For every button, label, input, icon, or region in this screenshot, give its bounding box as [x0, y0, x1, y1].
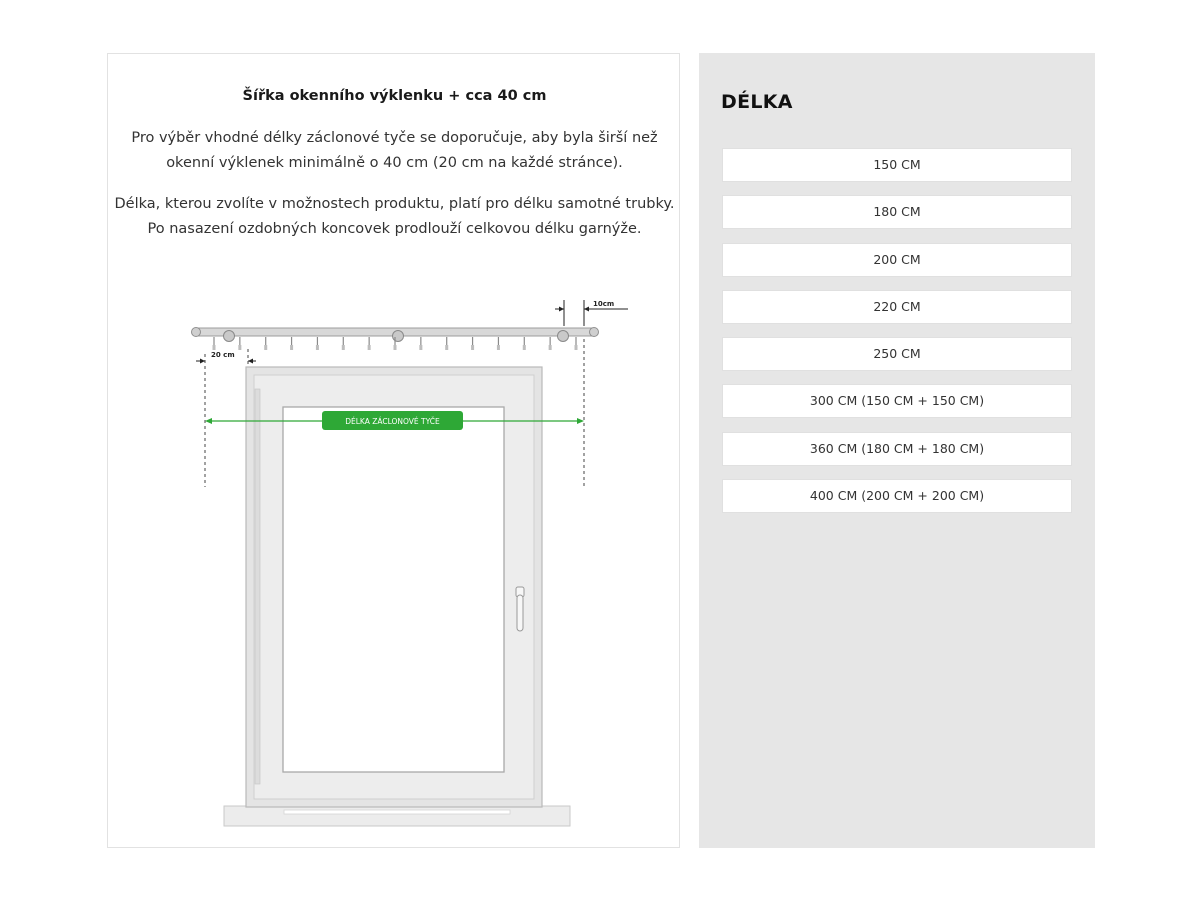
- length-option-400[interactable]: 400 CM (200 CM + 200 CM): [722, 479, 1072, 513]
- length-selector-panel: [699, 53, 1095, 848]
- curtain-hook: [575, 345, 578, 350]
- curtain-hook: [264, 345, 267, 350]
- length-options-list: [722, 148, 1072, 526]
- window-sill: [224, 806, 570, 826]
- length-option-180[interactable]: 180 CM: [722, 195, 1072, 229]
- curtain-hook: [419, 345, 422, 350]
- side-offset-label: 20 cm: [211, 351, 235, 359]
- hinge-strip: [255, 389, 260, 784]
- curtain-hook: [238, 345, 241, 350]
- curtain-hook: [394, 345, 397, 350]
- curtain-hook: [316, 345, 319, 350]
- rod-length-arrowhead-left: [205, 418, 212, 424]
- length-option-300[interactable]: 300 CM (150 CM + 150 CM): [722, 384, 1072, 418]
- end-offset-label: 10cm: [593, 300, 615, 308]
- curtain-rod-diagram: [108, 54, 681, 849]
- end-offset-arrowhead-right: [584, 307, 589, 312]
- rod-finial-right: [590, 328, 599, 337]
- length-option-220[interactable]: 220 CM: [722, 290, 1072, 324]
- length-heading: DÉLKA: [721, 91, 793, 113]
- sill-groove: [284, 810, 510, 814]
- window-handle: [517, 595, 523, 631]
- side-offset-arrowhead-right: [248, 359, 253, 364]
- curtain-hook: [368, 345, 371, 350]
- size-guide-panel: [107, 53, 680, 848]
- length-option-150[interactable]: 150 CM: [722, 148, 1072, 182]
- rod-finial-left: [192, 328, 201, 337]
- size-guide-title: Šířka okenního výklenku + cca 40 cm: [242, 88, 547, 104]
- curtain-rings: [213, 337, 578, 350]
- curtain-hook: [213, 345, 216, 350]
- rod-bracket-middle: [393, 331, 404, 342]
- curtain-hook: [445, 345, 448, 350]
- rod-length-arrowhead-right: [577, 418, 584, 424]
- size-guide-paragraph-1: Pro výběr vhodné délky záclonové tyče se doporučuje, aby byla širší než okenní výklenek minimálně o 40 cm (20 cm na každé stránce).: [131, 130, 658, 171]
- rod-length-label: DÉLKA ZÁCLONOVÉ TYČE: [345, 417, 440, 426]
- end-offset-arrowhead-left: [559, 307, 564, 312]
- window-glass: [283, 407, 504, 772]
- size-guide-paragraph-2: Délka, kterou zvolíte v možnostech produktu, platí pro délku samotné trubky. Po nasazení ozdobných koncovek prodlouží celkovou délku garnýže.: [114, 196, 675, 237]
- length-option-200[interactable]: 200 CM: [722, 243, 1072, 277]
- rod-bracket-right: [558, 331, 569, 342]
- curtain-hook: [549, 345, 552, 350]
- length-option-360[interactable]: 360 CM (180 CM + 180 CM): [722, 432, 1072, 466]
- side-offset-arrowhead-left: [200, 359, 205, 364]
- curtain-hook: [523, 345, 526, 350]
- curtain-hook: [471, 345, 474, 350]
- curtain-hook: [290, 345, 293, 350]
- curtain-hook: [342, 345, 345, 350]
- rod-bracket-left: [224, 331, 235, 342]
- curtain-hook: [497, 345, 500, 350]
- length-option-250[interactable]: 250 CM: [722, 337, 1072, 371]
